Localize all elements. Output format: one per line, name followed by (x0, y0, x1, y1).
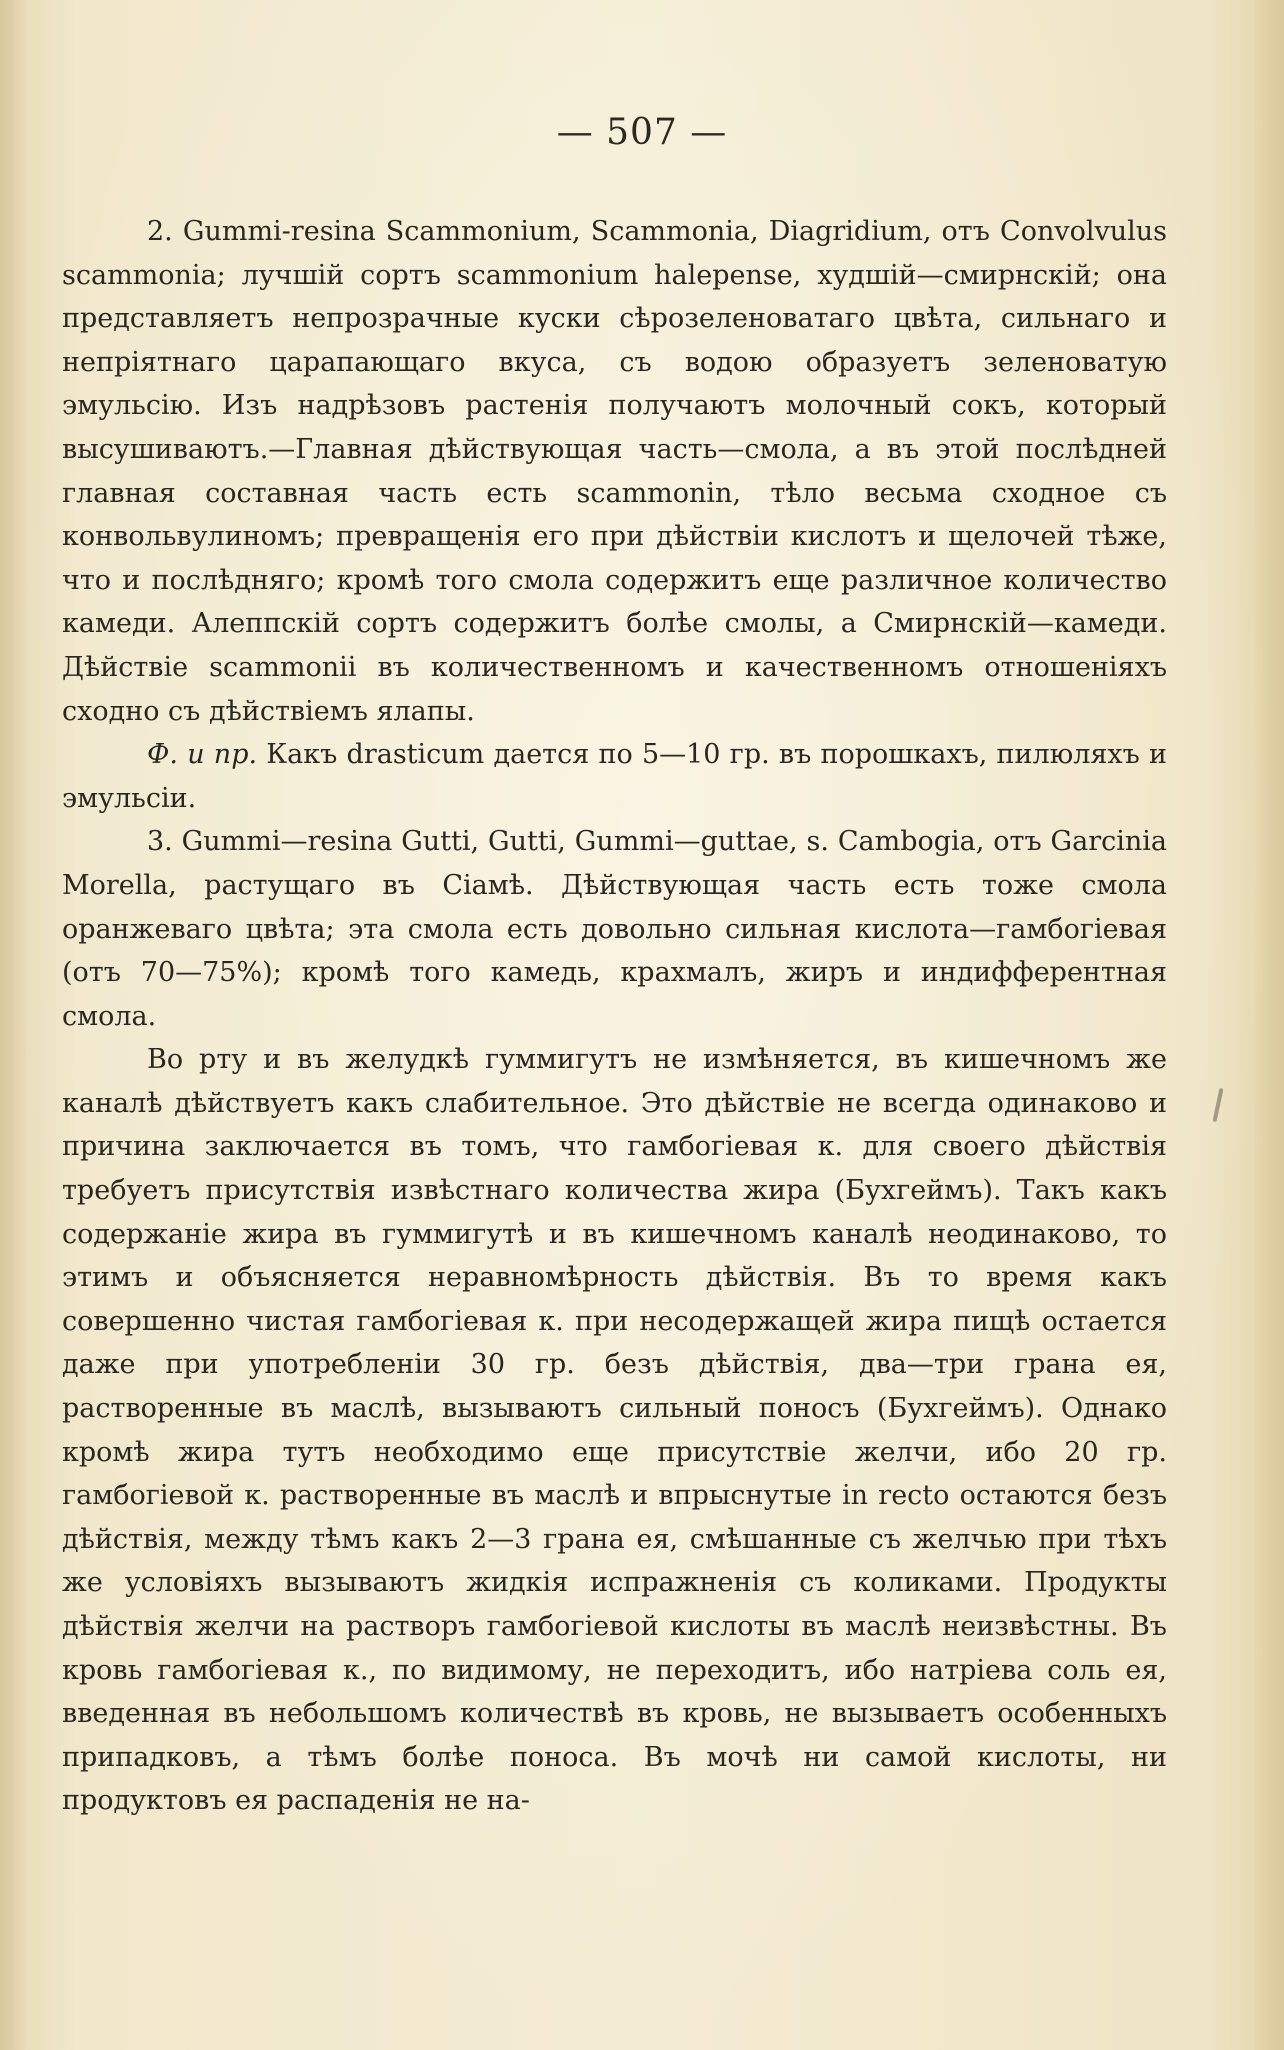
body-text (62, 210, 1167, 1823)
paragraph-dosage (62, 733, 1167, 820)
margin-pencil-mark (1213, 1088, 1224, 1122)
paragraph-scammonium: 2. Gummi-resina Scammonium, Scammonia, Diagridium, отъ Convolvulus scammonia; лучшій сортъ scammonium halepense, худшій—смирнскій; она представляетъ непрозрачные куски сѣрозеленоватаго цвѣта, сильнаго и непріятнаго царапающаго вкуса, съ водою образуетъ зеленоватую эмульсію. Изъ надрѣзовъ растенія получаютъ молочный сокъ, который высушиваютъ.—Главная дѣйствующая часть—смола, а въ этой послѣдней главная составная часть есть scammonin, тѣло весьма сходное съ конвольвулиномъ; превращенія его при дѣйствіи кислотъ и щелочей тѣже, что и послѣдняго; кромѣ того смола содержитъ еще различное количество камеди. Алеппскій сортъ содержитъ болѣе смолы, а Смирнскій—камеди. Дѣйствіе scammonii въ количественномъ и качественномъ отношеніяхъ сходно съ дѣйствіемъ ялапы. (62, 216, 1167, 727)
page-left-shadow (0, 0, 28, 2050)
page-number: — 507 — (556, 112, 728, 153)
paragraph-action: Во рту и въ желудкѣ гуммигутъ не измѣняется, въ кишечномъ же каналѣ дѣйствуетъ какъ слабительное. Это дѣйствіе не всегда одинаково и причина заключается въ томъ, что гамбогіевая к. для своего дѣйствія требуетъ присутствія извѣстнаго количества жира (Бухгеймъ). Такъ какъ содержаніе жира въ гуммигутѣ и въ кишечномъ каналѣ неодинаково, то этимъ и объясняется неравномѣрность дѣйствія. Въ то время какъ совершенно чистая гамбогіевая к. при несодержащей жира пищѣ остается даже при употребленіи 30 гр. безъ дѣйствія, два—три грана ея, растворенные въ маслѣ, вызываютъ сильный поносъ (Бухгеймъ). Однако кромѣ жира тутъ необходимо еще присутствіе желчи, ибо 20 гр. гамбогіевой к. растворенные въ маслѣ и впрыснутые in recto остаются безъ дѣйствія, между тѣмъ какъ 2—3 грана ея, смѣшанные съ желчью при тѣхъ же условіяхъ вызываютъ жидкія испражненія съ коликами. Продукты дѣйствія желчи на растворъ гамбогіевой кислоты въ маслѣ неизвѣстны. Въ кровь гамбогіевая к., по видимому, не переходитъ, ибо натріева соль ея, введенная въ небольшомъ количествѣ въ кровь, не вызываетъ особенныхъ припадковъ, а тѣмъ болѣе поноса. Въ мочѣ ни самой кислоты, ни продуктовъ ея распаденія не на- (62, 1044, 1167, 1817)
paragraph-gutti: 3. Gummi—resina Gutti, Gutti, Gummi—guttae, s. Cambogia, отъ Garcinia Morella, растущаго въ Сіамѣ. Дѣйствующая часть есть тоже смола оранжеваго цвѣта; эта смола есть довольно сильная кислота—гамбогіевая (отъ 70—75%); кромѣ того камедь, крахмалъ, жиръ и индифферентная смола. (62, 826, 1167, 1032)
page-right-shadow (1254, 0, 1284, 2050)
dosage-label: Ф. и пр. (147, 739, 258, 771)
dosage-text: Какъ drasticum дается по 5—10 гр. въ порошкахъ, пилюляхъ и эмульсіи. (62, 739, 1167, 814)
